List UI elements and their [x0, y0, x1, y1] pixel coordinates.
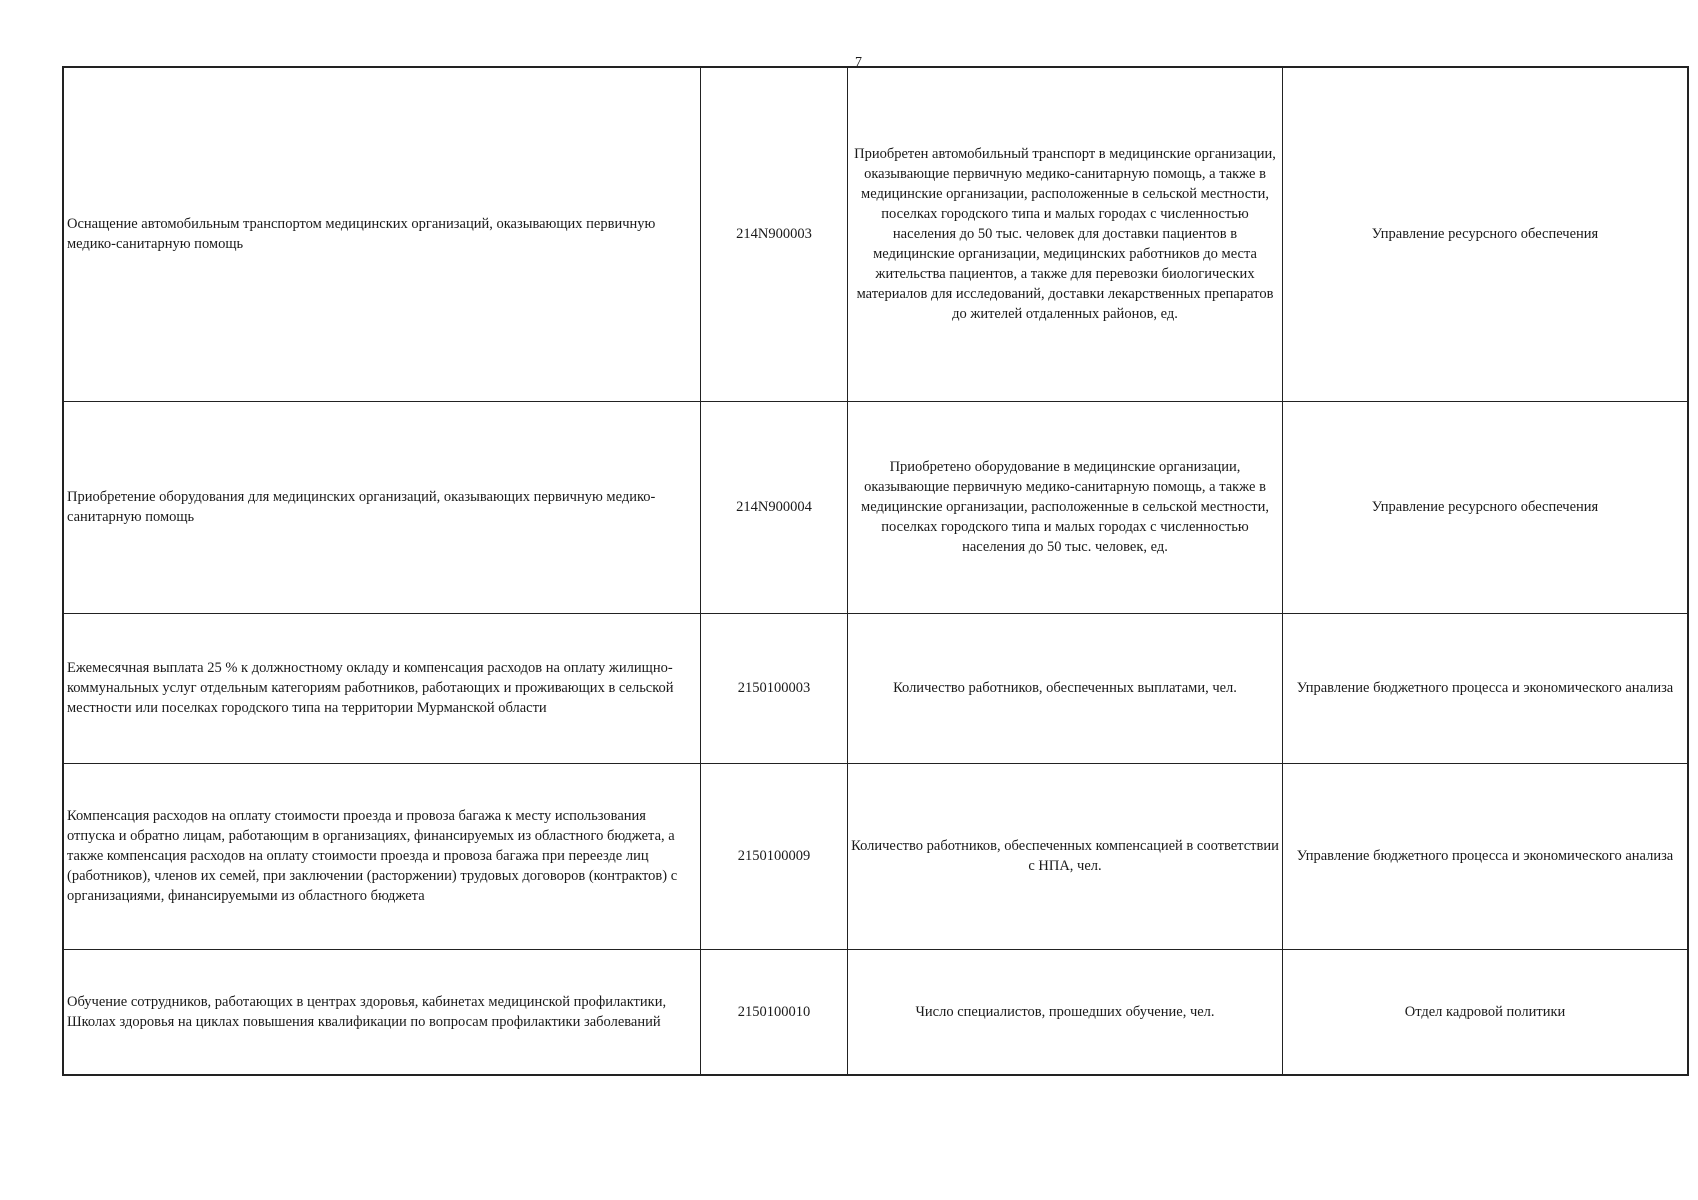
measure-result-cell	[848, 613, 1283, 763]
responsible-department-cell	[1283, 401, 1689, 613]
table-row	[63, 401, 1688, 613]
measure-name-cell	[63, 401, 701, 613]
measure-name: Обучение сотрудников, работающих в центрах здоровья, кабинетах медицинской профилактики, Школах здоровья на циклах повышения квалификации по вопросам профилактики заболеваний	[67, 993, 667, 1030]
responsible-department: Управление бюджетного процесса и экономического анализа	[1296, 848, 1674, 864]
measure-name-cell	[63, 613, 701, 763]
measure-code: 2150100009	[737, 848, 811, 864]
responsible-department: Отдел кадровой политики	[1404, 1003, 1566, 1020]
measure-result: Приобретено оборудование в медицинские организации, оказывающие первичную медико-санитарную помощь, а также в медицинские организации, расположенные в сельской местности, поселках городского типа и малых городах с численностью населения до 50 тыс. человек, ед.	[861, 459, 1269, 555]
measure-name: Компенсация расходов на оплату стоимости проезда и провоза багажа к месту использования отпуска и обратно лицам, работающим в организациях, финансируемых из областного бюджета, а также компенсация расходов на оплату стоимости проезда и провоза багажа при переезде лиц (работников), членов их семей, при заключении (расторжении) трудовых договоров (контрактов) с организациями, финансируемыми из областного бюджета	[67, 808, 678, 904]
responsible-department: Управление ресурсного обеспечения	[1371, 226, 1599, 243]
measure-name: Ежемесячная выплата 25 % к должностному окладу и компенсация расходов на оплату жилищно-коммунальных услуг отдельным категориям работников, работающих и проживающих в сельской местности или поселках городского типа на территории Мурманской области	[67, 660, 674, 716]
responsible-department: Управление бюджетного процесса и экономического анализа	[1296, 680, 1674, 696]
measure-code-cell	[701, 949, 848, 1075]
measure-result-cell	[848, 949, 1283, 1075]
responsible-department-cell	[1283, 949, 1689, 1075]
measure-code-cell	[701, 67, 848, 401]
measure-name-cell	[63, 763, 701, 949]
measure-result-cell	[848, 763, 1283, 949]
measure-code-cell	[701, 763, 848, 949]
table-row	[63, 949, 1688, 1075]
measure-code: 2150100003	[737, 680, 811, 696]
measure-result-cell	[848, 401, 1283, 613]
responsible-department-cell	[1283, 67, 1689, 401]
measure-result-cell	[848, 67, 1283, 401]
table-row	[63, 613, 1688, 763]
measure-name: Приобретение оборудования для медицинских организаций, оказывающих первичную медико-санитарную помощь	[67, 489, 656, 525]
page-number: 7	[855, 55, 862, 70]
measure-name-cell	[63, 949, 701, 1075]
measure-code: 2150100010	[737, 1003, 811, 1020]
measure-result: Приобретен автомобильный транспорт в медицинские организации, оказывающие первичную медико-санитарную помощь, а также в медицинские организации, расположенные в сельской местности, поселках городского типа и малых городах с численностью населения до 50 тыс. человек для доставки пациентов в медицинские организации, медицинских работников до места жительства пациентов, а также для перевозки биологических материалов для исследований, доставки лекарственных препаратов до жителей отдаленных районов, ед.	[854, 146, 1276, 323]
responsible-department-cell	[1283, 613, 1689, 763]
table-row	[63, 763, 1688, 949]
measure-code-cell	[701, 401, 848, 613]
measure-result: Количество работников, обеспеченных компенсацией в соответствии с НПА, чел.	[851, 838, 1279, 874]
table-row	[63, 67, 1688, 401]
measure-result: Количество работников, обеспеченных выплатами, чел.	[893, 680, 1237, 696]
responsible-department-cell	[1283, 763, 1689, 949]
measures-table	[62, 66, 1689, 1076]
measure-code-cell	[701, 613, 848, 763]
measure-name-cell	[63, 67, 701, 401]
measure-code: 214N900003	[736, 226, 812, 243]
measure-code: 214N900004	[736, 499, 812, 515]
responsible-department: Управление ресурсного обеспечения	[1371, 499, 1599, 515]
measure-result: Число специалистов, прошедших обучение, чел.	[915, 1003, 1215, 1020]
measure-name: Оснащение автомобильным транспортом медицинских организаций, оказывающих первичную медико-санитарную помощь	[67, 216, 656, 253]
